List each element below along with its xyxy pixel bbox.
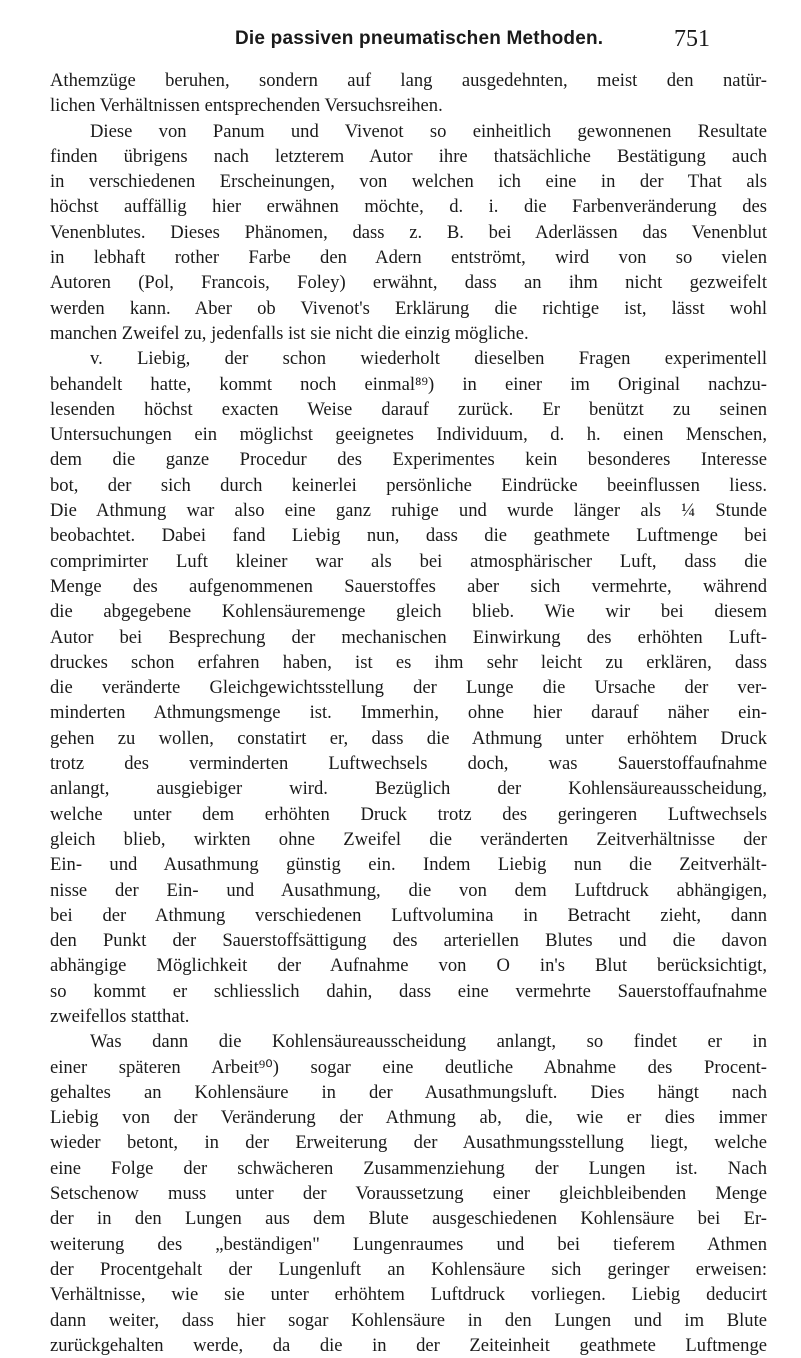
text-line: finden übrigens nach letzterem Autor ihre thatsächliche Bestätigung auch: [50, 145, 767, 167]
text-line: behandelt hatte, kommt noch einmal⁸⁹) in einer im Original nachzu-: [50, 373, 767, 395]
text-line: der Procentgehalt der Lungenluft an Kohlensäure sich geringer erweisen:: [50, 1258, 767, 1280]
text-line: in verschiedenen Erscheinungen, von welchen ich eine in der That als: [50, 171, 767, 193]
text-line: druckes schon erfahren haben, ist es ihm sehr leicht zu erklären, dass: [50, 651, 767, 673]
text-line: abhängige Möglichkeit der Aufnahme von O in's Blut berücksichtigt,: [50, 955, 767, 977]
text-line: Untersuchungen ein möglichst geeignetes Individuum, d. h. einen Menschen,: [50, 424, 767, 446]
text-line: Menge des aufgenommenen Sauerstoffes aber sich vermehrte, während: [50, 575, 767, 597]
text-line: dem die ganze Procedur des Experimentes kein besonderes Interesse: [50, 449, 767, 471]
text-line: eine Folge der schwächeren Zusammenziehung der Lungen ist. Nach: [50, 1157, 767, 1179]
text-line: anlangt, ausgiebiger wird. Bezüglich der Kohlensäureausscheidung,: [50, 778, 767, 800]
text-line: welche unter dem erhöhten Druck trotz des geringeren Luftwechsels: [50, 803, 767, 825]
text-line: Diese von Panum und Vivenot so einheitlich gewonnenen Resultate: [90, 120, 767, 142]
text-line: Autoren (Pol, Francois, Foley) erwähnt, dass an ihm nicht gezweifelt: [50, 272, 767, 294]
text-line: gehen zu wollen, constatirt er, dass die Athmung unter erhöhtem Druck: [50, 727, 767, 749]
text-line: werden kann. Aber ob Vivenot's Erklärung die richtige ist, lässt wohl: [50, 297, 767, 319]
text-line: den Punkt der Sauerstoffsättigung des arteriellen Blutes und die davon: [50, 930, 767, 952]
text-line: Die Athmung war also eine ganz ruhige und wurde länger als ¼ Stunde: [50, 500, 767, 522]
text-line: so kommt er schliesslich dahin, dass eine vermehrte Sauerstoffaufnahme: [50, 980, 767, 1002]
text-line: lichen Verhältnissen entsprechenden Versuchsreihen.: [50, 95, 443, 117]
text-line: Was dann die Kohlensäureausscheidung anlangt, so findet er in: [90, 1031, 767, 1053]
text-line: gleich blieb, wirkten ohne Zweifel die veränderten Zeitverhältnisse der: [50, 828, 767, 850]
text-line: manchen Zweifel zu, jedenfalls ist sie nicht die einzig mögliche.: [50, 322, 529, 344]
text-line: minderten Athmungsmenge ist. Immerhin, ohne hier darauf näher ein-: [50, 702, 767, 724]
text-line: zweifellos statthat.: [50, 1005, 190, 1027]
body-text: [50, 68, 767, 1358]
text-line: beobachtet. Dabei fand Liebig nun, dass die geathmete Luftmenge bei: [50, 525, 767, 547]
text-line: Setschenow muss unter der Voraussetzung einer gleichbleibenden Menge: [50, 1183, 767, 1205]
running-head: [150, 24, 710, 54]
text-line: bot, der sich durch keinerlei persönliche Eindrücke beeinflussen liess.: [50, 474, 767, 496]
page-number: 751: [674, 26, 710, 52]
text-line: Venenblutes. Dieses Phänomen, dass z. B. bei Aderlässen das Venenblut: [50, 221, 767, 243]
text-line: wieder betont, in der Erweiterung der Ausathmungsstellung liegt, welche: [50, 1132, 767, 1154]
running-title: Die passiven pneumatischen Methoden.: [235, 28, 604, 49]
text-line: höchst auffällig hier erwähnen möchte, d. i. die Farbenveränderung des: [50, 196, 767, 218]
text-line: die veränderte Gleichgewichtsstellung der Lunge die Ursache der ver-: [50, 677, 767, 699]
text-line: comprimirter Luft kleiner war als bei atmosphärischer Luft, dass die: [50, 550, 767, 572]
text-line: gehaltes an Kohlensäure in der Ausathmungsluft. Dies hängt nach: [50, 1081, 767, 1103]
text-line: Athemzüge beruhen, sondern auf lang ausgedehnten, meist den natür-: [50, 70, 767, 91]
text-line: Autor bei Besprechung der mechanischen Einwirkung des erhöhten Luft-: [50, 626, 767, 648]
text-line: v. Liebig, der schon wiederholt dieselben Fragen experimentell: [90, 348, 767, 370]
text-line: Ein- und Ausathmung günstig ein. Indem Liebig nun die Zeitverhält-: [50, 854, 767, 876]
text-line: lesenden höchst exacten Weise darauf zurück. Er benützt zu seinen: [50, 398, 767, 420]
text-line: trotz des verminderten Luftwechsels doch, was Sauerstoffaufnahme: [50, 753, 767, 775]
text-line: bei der Athmung verschiedenen Luftvolumina in Betracht zieht, dann: [50, 904, 767, 926]
text-line: Liebig von der Veränderung der Athmung ab, die, wie er dies immer: [50, 1107, 767, 1129]
text-line: nisse der Ein- und Ausathmung, die von dem Luftdruck abhängigen,: [50, 879, 767, 901]
text-line: weiterung des „beständigen" Lungenraumes und bei tieferem Athmen: [50, 1233, 767, 1255]
text-line: die abgegebene Kohlensäuremenge gleich blieb. Wie wir bei diesem: [50, 601, 767, 623]
text-line: der in den Lungen aus dem Blute ausgeschiedenen Kohlensäure bei Er-: [50, 1208, 767, 1230]
text-line: in lebhaft rother Farbe den Adern entströmt, wird von so vielen: [50, 247, 767, 269]
text-line: einer späteren Arbeit⁹⁰) sogar eine deutliche Abnahme des Procent-: [50, 1056, 767, 1078]
text-line: zurückgehalten werde, da die in der Zeiteinheit geathmete Luftmenge: [50, 1334, 767, 1356]
text-line: Verhältnisse, wie sie unter erhöhtem Luftdruck vorliegen. Liebig deducirt: [50, 1284, 767, 1306]
text-line: dann weiter, dass hier sogar Kohlensäure in den Lungen und im Blute: [50, 1309, 767, 1331]
